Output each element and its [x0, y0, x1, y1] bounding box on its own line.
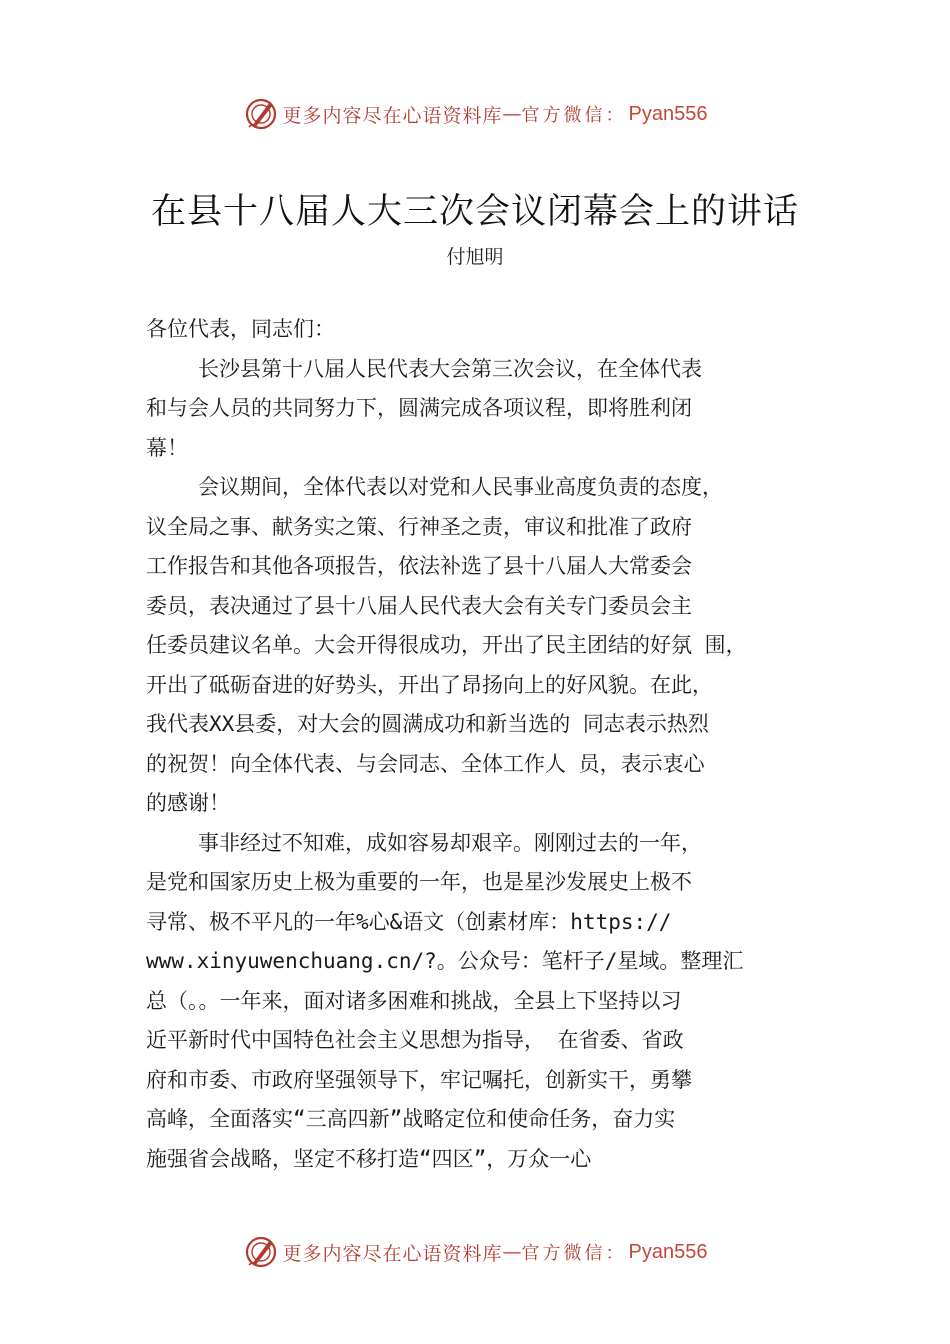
text-line: 事非经过不知难，成如容易却艰辛。刚刚过去的一年， [198, 830, 702, 855]
text-line: 工作报告和其他各项报告，依法补选了县十八届人大常委会 [146, 554, 692, 578]
text-line: 近平新时代中国特色社会主义思想为指导， 在省委、省政 [146, 1028, 684, 1052]
banner-text: 更多内容尽在心语资料库 [282, 1242, 503, 1265]
document-author: 付旭明 [446, 246, 504, 268]
text-line: 的感谢！ [146, 791, 230, 815]
text-line: 府和市委、市政府坚强领导下，牢记嘱托，创新实干，勇攀 [146, 1067, 692, 1092]
footer-banner [0, 1232, 950, 1272]
text-line: 和与会人员的共同努力下，圆满完成各项议程，即将胜利闭 [146, 396, 692, 420]
wechat-id: Pyan556 [628, 102, 708, 125]
text-line: 施强省会战略，坚定不移打造“四区”，万众一心 [146, 1146, 592, 1171]
text-line: www.xinyuwenchuang.cn/?。公众号：笔杆子/星域。整理汇 [146, 949, 744, 973]
text-line: 会议期间，全体代表以对党和人民事业高度负责的态度， [198, 475, 723, 499]
text-line: 幕！ [146, 435, 188, 460]
text-line: 开出了砥砺奋进的好势头，开出了昂扬向上的好风貌。在此， [146, 672, 713, 697]
text-line: 总（。。一年来，面对诸多困难和挑战，全县上下坚持以习 [146, 988, 682, 1013]
text-line: 高峰，全面落实“三高四新”战略定位和使命任务，奋力实 [146, 1107, 676, 1131]
text-line: 寻常、极不平凡的一年%心&语文（创素材库：https:// [146, 909, 672, 934]
text-line: 长沙县第十八届人民代表大会第三次会议，在全体代表 [198, 356, 702, 381]
document-body [146, 310, 846, 1179]
banner-dash: — [502, 103, 522, 125]
header-banner [0, 94, 950, 134]
pen-logo-icon [243, 96, 279, 132]
document-title: 在县十八届人大三次会议闭幕会上的讲话 [150, 192, 799, 232]
text-line: 议全局之事、献务实之策、行神圣之责，审议和批准了政府 [146, 514, 692, 539]
wechat-label: 官方微信： [521, 1243, 627, 1264]
salutation-line: 各位代表，同志们： [146, 317, 335, 341]
pen-logo-icon [243, 1234, 279, 1270]
text-line: 任委员建议名单。大会开得很成功，开出了民主团结的好氛 围， [146, 633, 747, 657]
wechat-id: Pyan556 [628, 1240, 708, 1263]
banner-dash: — [502, 1241, 522, 1263]
wechat-label: 官方微信： [521, 105, 627, 126]
banner-text: 更多内容尽在心语资料库 [282, 104, 503, 127]
text-line: 我代表XX县委，对大会的圆满成功和新当选的 同志表示热烈 [146, 712, 709, 736]
text-line: 是党和国家历史上极为重要的一年，也是星沙发展史上极不 [146, 870, 692, 894]
text-line: 委员，表决通过了县十八届人民代表大会有关专门委员会主 [146, 593, 692, 618]
text-line: 的祝贺！向全体代表、与会同志、全体工作人 员，表示衷心 [146, 751, 705, 776]
